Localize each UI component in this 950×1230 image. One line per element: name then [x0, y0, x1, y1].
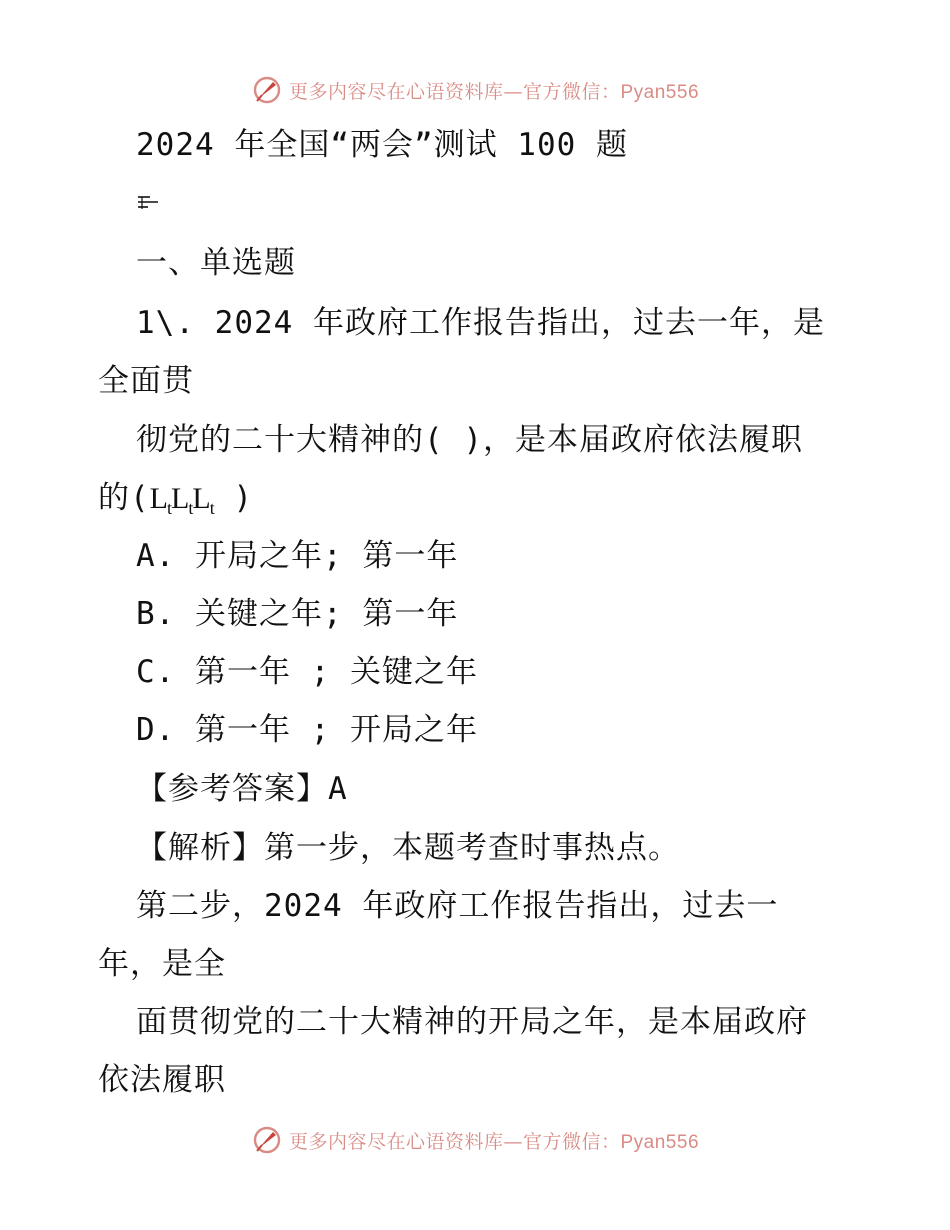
feather-pen-logo-icon	[251, 74, 283, 106]
analysis-line-3: 年，是全	[98, 946, 226, 982]
analysis-line-4: 面贯彻党的二十大精神的开局之年，是本届政府	[136, 1004, 808, 1040]
feather-pen-logo-icon	[251, 1124, 283, 1156]
question-stem-line-3: 彻党的二十大精神的( )，是本届政府依法履职	[136, 422, 803, 458]
answer-line: 【参考答案】A	[136, 771, 348, 807]
watermark-text: 更多内容尽在心语资料库—官方微信：Pyan556	[288, 80, 700, 103]
question-stem-line-2: 全面贯	[98, 363, 194, 399]
option-b: B. 关键之年; 第一年	[136, 596, 459, 632]
analysis-line-2: 第二步，2024 年政府工作报告指出，过去一	[136, 888, 779, 924]
question-stem-suffix: )	[213, 480, 254, 516]
dash-mark-icon	[136, 193, 162, 213]
option-a: A. 开局之年; 第一年	[136, 538, 459, 574]
question-stem-line-1: 1\. 2024 年政府工作报告指出，过去一年，是	[136, 305, 825, 341]
option-c: C. 第一年 ; 关键之年	[136, 654, 478, 690]
analysis-line-1: 【解析】第一步，本题考查时事热点。	[136, 830, 680, 866]
garbled-glyphs-icon: $L_tL_tL_t$	[149, 482, 214, 518]
question-stem-line-4	[98, 478, 253, 518]
question-stem-prefix: 的(	[98, 480, 150, 516]
watermark-footer	[0, 1120, 950, 1160]
document-title: 2024 年全国“两会”测试 100 题	[136, 127, 628, 163]
watermark-text: 更多内容尽在心语资料库—官方微信：Pyan556	[288, 1130, 700, 1153]
section-heading: 一、单选题	[136, 245, 296, 281]
option-d: D. 第一年 ; 开局之年	[136, 712, 478, 748]
watermark-header	[0, 70, 950, 110]
analysis-line-5: 依法履职	[98, 1062, 226, 1098]
